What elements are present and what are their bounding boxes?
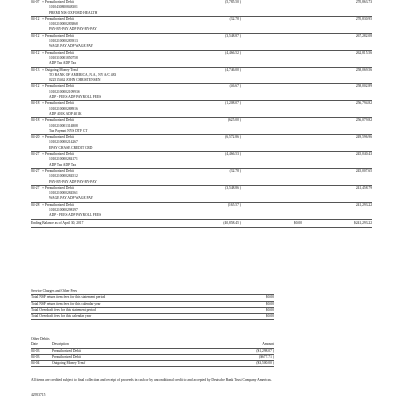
transaction-detail-line	[31, 95, 372, 100]
transaction-date: 04-27	[31, 152, 40, 157]
transaction-detail: ADP - FEES ADP PAYROLL FEES	[49, 95, 102, 100]
transaction-balance: 245,040.43	[355, 152, 372, 157]
transaction-detail: WAGE PAY ADP WAGE PAY	[49, 44, 94, 49]
transaction-row	[31, 68, 372, 85]
transaction-row	[31, 186, 372, 203]
transaction-amount: (1,208.07 )	[225, 101, 241, 106]
transaction-amount: (4,746.00 )	[225, 67, 241, 72]
transaction-balance: 270,830.95	[355, 16, 372, 21]
transaction-balance: 256,079.82	[355, 118, 372, 123]
transaction-detail-line	[31, 163, 372, 168]
transaction-detail-line	[31, 11, 372, 16]
transaction-detail: TO BANK OF AMERICA, N.A., NY A/C 483	[49, 72, 117, 77]
transaction-date: 04-20	[31, 135, 40, 140]
transaction-row	[31, 51, 372, 68]
other-debit-description: Preauthorized Debit	[52, 354, 81, 359]
transaction-row	[31, 0, 372, 17]
other-debits-section	[31, 337, 274, 367]
transaction-row	[31, 101, 372, 118]
transaction-amount: (5,785.50 )	[225, 0, 241, 4]
other-debit-date: 04-03	[31, 354, 40, 359]
transaction-date: 04-12	[31, 50, 40, 55]
transaction-type: + Preauthorized Debit	[42, 118, 74, 123]
transaction-type: + Preauthorized Debit	[42, 33, 74, 38]
transaction-detail: PREMI NIS OXFORD HEALTH	[49, 10, 98, 15]
transaction-amount: (4,466.53 )	[225, 152, 241, 157]
transaction-detail: Tax Paymnt NYS DTF CT	[49, 128, 88, 133]
other-debit-description: Preauthorized Debit	[52, 348, 81, 353]
transaction-row	[31, 34, 372, 51]
transaction-amount: (3,548.86 )	[225, 185, 241, 190]
transaction-amount: (32.78 )	[229, 168, 241, 173]
footer-document-id: 42953715	[31, 393, 46, 397]
transactions-table	[31, 0, 372, 228]
transaction-type: + Preauthorized Debit	[42, 185, 74, 190]
transaction-row	[31, 169, 372, 186]
transaction-detail-line	[31, 61, 372, 66]
service-charge-label: Total Overdraft fees for this calendar year	[31, 314, 92, 319]
transaction-detail-line	[31, 129, 372, 134]
transaction-detail-line	[31, 213, 372, 218]
transaction-detail: 1010210000298197	[49, 207, 78, 212]
transaction-detail: PAY-BY-PAY ADP PAY-BY-PAY	[49, 27, 97, 32]
transaction-date: 04-27	[31, 168, 40, 173]
transaction-amount: (4,466.52 )	[225, 50, 241, 55]
transaction-detail-line	[31, 44, 372, 49]
service-charge-value: $0.00	[265, 301, 274, 306]
ending-balance-label: Ending Balance as of April 30, 2017	[31, 220, 84, 225]
transaction-detail-line	[31, 180, 372, 185]
transaction-balance: 270,863.73	[355, 0, 372, 4]
transaction-balance: 241,458.79	[355, 185, 372, 190]
service-charge-value: $0.00	[265, 307, 274, 312]
transaction-detail: 1010210001314808	[49, 123, 78, 128]
transaction-amount: (3,548.87 )	[225, 33, 241, 38]
transaction-detail: 1010430800848301	[49, 5, 78, 10]
transaction-row	[31, 152, 372, 169]
transaction-detail: PAY-BY-PAY ADP PAY-BY-PAY	[49, 179, 97, 184]
transaction-date: 04-07	[31, 0, 40, 4]
transaction-balance: 256,794.82	[355, 101, 372, 106]
transaction-detail: 1010210000284171	[49, 157, 78, 162]
transaction-type: + Preauthorized Debit	[42, 50, 74, 55]
service-charge-label: Total Overdraft fees for this statement period	[31, 307, 96, 312]
header-description: Description	[52, 342, 69, 347]
transaction-detail: 1010210000283868	[49, 22, 78, 27]
transaction-detail: EPAY CHASE CREDIT CRD	[49, 145, 93, 150]
transaction-row	[31, 17, 372, 34]
transaction-detail: ADP 401K ADP 401K	[49, 111, 82, 116]
transaction-detail-line	[31, 27, 372, 32]
service-charge-label: Total NSF return item fees for this calendar year	[31, 301, 101, 306]
disclaimer-text: All items are credited subject to final collection and receipt of proceeds in cash or by unconditional credit to and accepted by Deutsche Bank Trust Company Americas.	[31, 378, 272, 382]
transaction-type: + Preauthorized Debit	[42, 16, 74, 21]
ending-balance-row	[31, 220, 372, 228]
transaction-date: 04-27	[31, 185, 40, 190]
transaction-date: 04-18	[31, 118, 40, 123]
transaction-type: + Outgoing Money Trnsf	[42, 67, 79, 72]
transaction-type: + Preauthorized Debit	[42, 84, 74, 89]
transaction-amount: (165.57 )	[227, 202, 241, 207]
transaction-detail-line	[31, 78, 372, 83]
transaction-date: 04-12	[31, 33, 40, 38]
transaction-type: + Preauthorized Debit	[42, 135, 74, 140]
transaction-detail: ADP Tax ADP Tax	[49, 162, 77, 167]
transaction-row	[31, 203, 372, 220]
ending-total-debits: (40,858.45 )	[223, 220, 241, 225]
transaction-balance: 262,815.56	[355, 50, 372, 55]
other-debit-amount: ($1,298.07 )	[256, 348, 274, 353]
other-debit-description: Outgoing Money Trnsf	[52, 361, 86, 366]
transaction-detail: 1010310001850758	[49, 55, 78, 60]
header-amount: Amount	[262, 342, 274, 347]
transaction-type: + Preauthorized Debit	[42, 202, 74, 207]
other-debit-row	[31, 361, 274, 367]
transaction-detail: ADP Tax ADP Tax	[49, 61, 77, 66]
transaction-detail: 022515462 JOHN CHRISTENSEN	[49, 78, 101, 83]
other-debit-amount: ($677.71 )	[259, 354, 274, 359]
transaction-balance: 258,069.56	[355, 67, 372, 72]
service-charges-title: Service Charges and Other Fees	[31, 289, 274, 295]
transaction-row	[31, 84, 372, 101]
ending-balance-value: $241,293.22	[354, 220, 372, 225]
transaction-detail: 1010210000288916	[49, 106, 78, 111]
transaction-amount: (46.67 )	[229, 84, 241, 89]
transaction-detail-line	[31, 146, 372, 151]
transaction-date: 04-13	[31, 67, 40, 72]
transaction-type: + Preauthorized Debit	[42, 152, 74, 157]
transaction-balance: 258,002.89	[355, 84, 372, 89]
transaction-detail: 1010210000214267	[49, 140, 78, 145]
transaction-amount: (6,572.86 )	[225, 135, 241, 140]
other-debit-amount: ($3,500.00 )	[256, 361, 274, 366]
transaction-date: 04-12	[31, 84, 40, 89]
transaction-detail-line	[31, 196, 372, 201]
transaction-detail: 1010210000284512	[49, 174, 78, 179]
other-debits-title: Other Debits	[31, 337, 50, 341]
transaction-balance: 241,293.22	[355, 202, 372, 207]
service-charge-value: $0.00	[265, 295, 274, 300]
transaction-detail-line	[31, 112, 372, 117]
ending-zero-value: $0.00	[293, 220, 302, 225]
service-charge-row	[31, 314, 274, 320]
transaction-date: 04-28	[31, 202, 40, 207]
transaction-balance: 245,007.65	[355, 168, 372, 173]
other-debit-date: 04-04	[31, 361, 40, 366]
transaction-balance: 267,282.08	[355, 33, 372, 38]
transaction-date: 04-12	[31, 16, 40, 21]
service-charge-label: Total NSF return item fees for this statement period	[31, 295, 106, 300]
transaction-type: + Preauthorized Debit	[42, 101, 74, 106]
transaction-type: + Preauthorized Debit	[42, 0, 74, 4]
transaction-row	[31, 135, 372, 152]
other-debit-date: 04-03	[31, 348, 40, 353]
service-charges-section	[31, 289, 274, 320]
transaction-type: + Preauthorized Debit	[42, 168, 74, 173]
transaction-detail: ADP - FEES ADP PAYROLL FEES	[49, 213, 102, 218]
service-charge-value: $0.00	[265, 314, 274, 319]
transaction-row	[31, 118, 372, 135]
transaction-detail: 1010210000210993S	[49, 89, 80, 94]
transaction-detail: 1010210000283913	[49, 39, 78, 44]
transaction-detail: 1010210000284561	[49, 191, 78, 196]
transaction-amount: (625.00 )	[227, 118, 241, 123]
transaction-balance: 249,596.96	[355, 135, 372, 140]
transaction-amount: (32.78 )	[229, 16, 241, 21]
transaction-detail: WAGE PAY ADP WAGE PAY	[49, 196, 94, 201]
header-date: Date	[31, 342, 38, 347]
transaction-date: 04-18	[31, 101, 40, 106]
